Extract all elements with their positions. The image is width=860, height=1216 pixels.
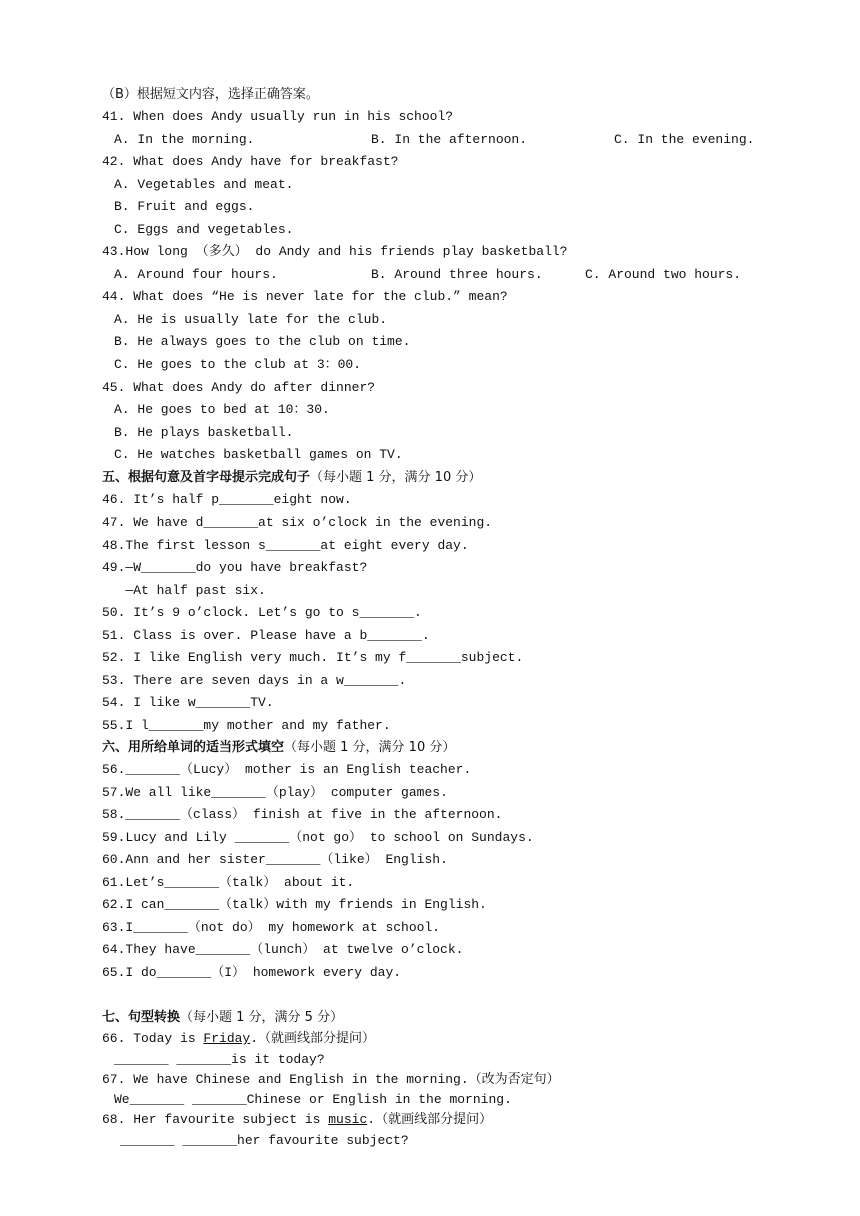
item-57: 57.We all like_______（play） computer games. (102, 785, 448, 800)
question-42: 42. What does Andy have for breakfast? (102, 154, 399, 169)
q43-option-b: B. Around three hours. (371, 267, 543, 282)
q45-option-c: C. He watches basketball games on TV. (114, 447, 403, 462)
item-62: 62.I can_______（talk）with my friends in English. (102, 897, 487, 912)
item-65: 65.I do_______（I） homework every day. (102, 965, 402, 980)
item-54: 54. I like w_______TV. (102, 695, 274, 710)
item-60: 60.Ann and her sister_______（like） English. (102, 852, 448, 867)
item-52: 52. I like English very much. It’s my f_______subject. (102, 650, 524, 665)
item-67: 67. We have Chinese and English in the morning.（改为否定句） (102, 1072, 560, 1087)
item-66-answer: _______ _______is it today? (114, 1052, 325, 1067)
q44-option-a: A. He is usually late for the club. (114, 312, 388, 327)
q44-option-b: B. He always goes to the club on time. (114, 334, 411, 349)
q44-option-c: C. He goes to the club at 3：00. (114, 357, 362, 372)
q42-option-b: B. Fruit and eggs. (114, 199, 255, 214)
item-49: 49.—W_______do you have breakfast? (102, 560, 368, 575)
item-67-answer: We_______ _______Chinese or English in the morning. (114, 1092, 512, 1107)
item-56: 56._______（Lucy） mother is an English teacher. (102, 762, 472, 777)
item-51: 51. Class is over. Please have a b_______. (102, 628, 430, 643)
item-68-underlined: music (328, 1112, 368, 1127)
item-68-pre: 68. Her favourite subject is (102, 1112, 329, 1127)
question-44: 44. What does “He is never late for the club.” mean? (102, 289, 508, 304)
section-5-heading (102, 467, 481, 489)
section-6-title: 六、用所给单词的适当形式填空 (102, 740, 285, 755)
question-45: 45. What does Andy do after dinner? (102, 380, 376, 395)
q42-option-a: A. Vegetables and meat. (114, 177, 294, 192)
item-68-post: .（就画线部分提问） (367, 1112, 493, 1127)
q41-option-b: B. In the afternoon. (371, 132, 528, 147)
q45-option-b: B. He plays basketball. (114, 425, 294, 440)
q41-option-a: A. In the morning. (114, 132, 255, 147)
section-7-heading (102, 1007, 343, 1029)
item-50: 50. It’s 9 o’clock. Let’s go to s_______. (102, 605, 422, 620)
section-7-note: （每小题 1 分，满分 5 分） (180, 1010, 344, 1025)
section-5-note: （每小题 1 分，满分 10 分） (310, 470, 482, 485)
item-59: 59.Lucy and Lily _______（not go） to school on Sundays. (102, 830, 534, 845)
section-5-title: 五、根据句意及首字母提示完成句子 (102, 470, 311, 485)
q41-option-c: C. In the evening. (614, 132, 755, 147)
item-64: 64.They have_______（lunch） at twelve o’clock. (102, 942, 464, 957)
item-49-answer: —At half past six. (102, 583, 266, 598)
q45-option-a: A. He goes to bed at 10：30. (114, 402, 330, 417)
item-68-answer: _______ _______her favourite subject? (120, 1133, 409, 1148)
q43-option-c: C. Around two hours. (585, 267, 742, 282)
item-66-pre: 66. Today is (102, 1031, 204, 1046)
item-58: 58._______（class） finish at five in the afternoon. (102, 807, 503, 822)
question-41: 41. When does Andy usually run in his school? (102, 109, 454, 124)
item-53: 53. There are seven days in a w_______. (102, 673, 407, 688)
q42-option-c: C. Eggs and vegetables. (114, 222, 294, 237)
item-61: 61.Let’s_______（talk） about it. (102, 875, 355, 890)
q43-option-a: A. Around four hours. (114, 267, 278, 282)
question-43: 43.How long （多久） do Andy and his friends play basketball? (102, 244, 568, 259)
part-b-heading: （B）根据短文内容，选择正确答案。 (102, 87, 319, 102)
item-68 (102, 1109, 492, 1131)
section-7-title: 七、句型转换 (102, 1010, 181, 1025)
item-63: 63.I_______（not do） my homework at school. (102, 920, 441, 935)
section-6-heading (102, 737, 455, 759)
item-66 (102, 1028, 375, 1050)
item-48: 48.The first lesson s_______at eight every day. (102, 538, 469, 553)
item-55: 55.I l_______my mother and my father. (102, 718, 391, 733)
section-6-note: （每小题 1 分，满分 10 分） (284, 740, 456, 755)
item-47: 47. We have d_______at six o’clock in the evening. (102, 515, 493, 530)
item-46: 46. It’s half p_______eight now. (102, 492, 352, 507)
item-66-underlined: Friday (203, 1031, 251, 1046)
item-66-post: .（就画线部分提问） (250, 1031, 376, 1046)
